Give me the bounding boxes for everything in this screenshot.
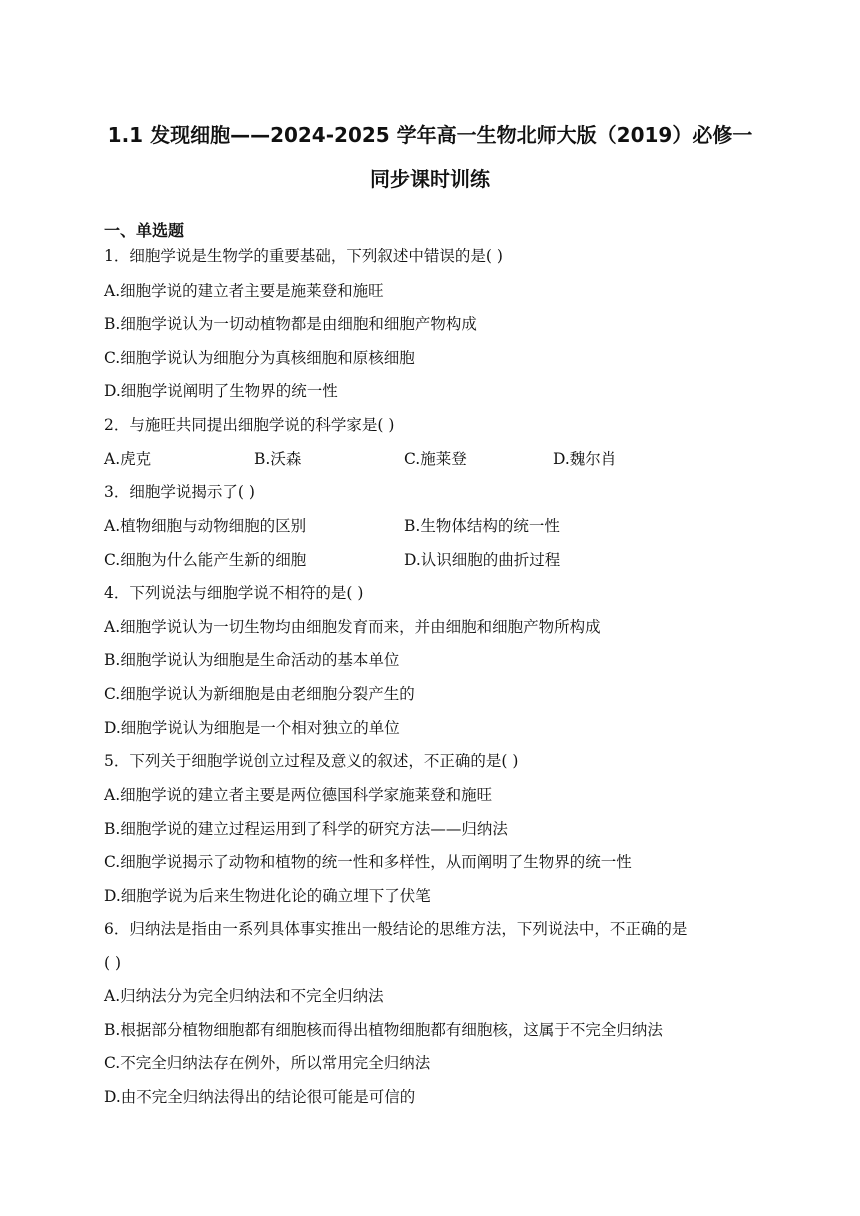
question-4-stem: 4．下列说法与细胞学说不相符的是( ) [104,584,364,602]
question-1-option-c: C.细胞学说认为细胞分为真核细胞和原核细胞 [104,349,415,367]
question-6-stem: 6．归纳法是指由一系列具体事实推出一般结论的思维方法，下列说法中，不正确的是 [104,920,688,938]
question-6-option-c: C.不完全归纳法存在例外，所以常用完全归纳法 [104,1054,431,1072]
question-5-option-b: B.细胞学说的建立过程运用到了科学的研究方法——归纳法 [104,820,508,838]
question-5-option-c: C.细胞学说揭示了动物和植物的统一性和多样性，从而阐明了生物界的统一性 [104,853,632,871]
question-2-option-c: C.施莱登 [404,450,467,468]
question-6-stem-continued: ( ) [104,954,122,972]
question-4-option-c: C.细胞学说认为新细胞是由老细胞分裂产生的 [104,685,415,703]
question-4-option-a: A.细胞学说认为一切生物均由细胞发育而来，并由细胞和细胞产物所构成 [104,618,601,636]
question-2-option-a: A.虎克 [104,450,152,468]
question-3-option-b: B.生物体结构的统一性 [404,517,560,535]
question-2-option-d: D.魏尔肖 [553,450,617,468]
document-title-line2: 同步课时训练 [370,167,490,191]
question-3-option-c: C.细胞为什么能产生新的细胞 [104,551,307,569]
question-3-option-d: D.认识细胞的曲折过程 [404,551,561,569]
question-2-stem: 2．与施旺共同提出细胞学说的科学家是( ) [104,416,395,434]
section-heading: 一、单选题 [104,221,185,240]
question-5-stem: 5．下列关于细胞学说创立过程及意义的叙述，不正确的是( ) [104,752,519,770]
question-6-option-d: D.由不完全归纳法得出的结论很可能是可信的 [104,1088,416,1106]
question-6-option-a: A.归纳法分为完全归纳法和不完全归纳法 [104,987,384,1005]
question-6-option-b: B.根据部分植物细胞都有细胞核而得出植物细胞都有细胞核，这属于不完全归纳法 [104,1021,663,1039]
question-3-option-a: A.植物细胞与动物细胞的区别 [104,517,307,535]
question-3-stem: 3．细胞学说揭示了( ) [104,483,255,501]
question-5-option-d: D.细胞学说为后来生物进化论的确立埋下了伏笔 [104,887,431,905]
question-4-option-d: D.细胞学说认为细胞是一个相对独立的单位 [104,719,400,737]
question-5-option-a: A.细胞学说的建立者主要是两位德国科学家施莱登和施旺 [104,786,493,804]
question-1-option-d: D.细胞学说阐明了生物界的统一性 [104,382,338,400]
question-2-option-b: B.沃森 [254,450,302,468]
document-title-line1: 1.1 发现细胞——2024-2025 学年高一生物北师大版（2019）必修一 [107,123,753,147]
question-1-option-a: A.细胞学说的建立者主要是施莱登和施旺 [104,282,384,300]
question-4-option-b: B.细胞学说认为细胞是生命活动的基本单位 [104,651,400,669]
question-1-option-b: B.细胞学说认为一切动植物都是由细胞和细胞产物构成 [104,315,477,333]
question-1-stem: 1．细胞学说是生物学的重要基础，下列叙述中错误的是( ) [104,247,503,265]
